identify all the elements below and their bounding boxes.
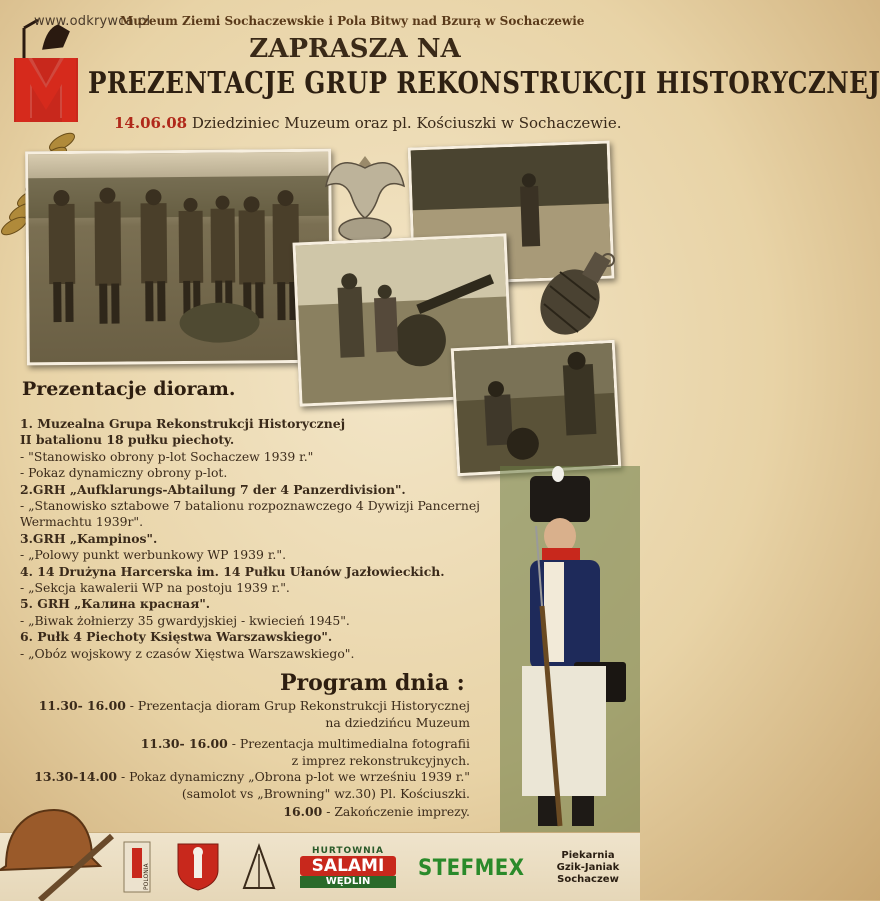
- diorama-line: 3.GRH „Kampinos".: [20, 530, 158, 546]
- program-desc: - Prezentacja multimedialna fotografii: [231, 736, 470, 751]
- diorama-line: 6. Pułk 4 Piechoty Księstwa Warszawskiego".: [20, 629, 333, 645]
- program-time: 11.30- 16.00: [140, 736, 228, 751]
- program-time: 16.00: [283, 804, 323, 819]
- dioramas-heading: Prezentacje dioram.: [22, 378, 236, 400]
- diorama-line: 2.GRH „Aufklarungs-Abtailung 7 der 4 Panzerdivision".: [20, 481, 406, 497]
- diorama-line: - „Sekcja kawalerii WP na postoju 1939 r.".: [20, 580, 290, 596]
- program-cont: z imprez rekonstrukcyjnych.: [291, 752, 470, 768]
- invites-heading: ZAPRASZA NA: [249, 34, 461, 64]
- program-desc: - Prezentacja dioram Grup Rekonstrukcji Historycznej: [129, 698, 470, 713]
- salami-wedlin: WĘDLIN: [300, 876, 396, 888]
- diorama-line: Wermachtu 1939r".: [20, 514, 144, 530]
- program-time: 13.30-14.00: [34, 769, 118, 784]
- photo-soldiers-group: [25, 149, 333, 366]
- helmet-icon: [0, 796, 120, 900]
- diorama-line: 1. Muzealna Grupa Rekonstrukcji Historycznej: [20, 416, 346, 431]
- polonia-text: POLONIA: [143, 863, 150, 890]
- salami-logo: [300, 846, 396, 888]
- watermark: www.odkrywca.pl: [34, 14, 151, 29]
- piekarnia-line2: Gzik-Janiak: [556, 862, 620, 873]
- event-place: Dziedziniec Muzeum oraz pl. Kościuszki w Sochaczewie.: [191, 114, 622, 132]
- program-time: 11.30- 16.00: [38, 698, 126, 713]
- museum-name: Muzeum Ziemi Sochaczewskie i Pola Bitwy nad Bzurą w Sochaczewie: [120, 14, 585, 28]
- program-cont: na dziedzińcu Muzeum: [325, 714, 470, 730]
- diorama-line: - „Biwak żołnierzy 35 gwardyjskiej - kwiecień 1945".: [20, 612, 350, 628]
- program-cont: (samolot vs „Browning" wz.30) Pl. Kościuszki.: [181, 785, 470, 801]
- diorama-line: II batalionu 18 pułku piechoty.: [20, 432, 235, 448]
- diorama-line: - Pokaz dynamiczny obrony p-lot.: [20, 465, 228, 481]
- diorama-line: 5. GRH „Калина красная".: [20, 596, 211, 612]
- diorama-line: 4. 14 Drużyna Harcerska im. 14 Pułku Ułanów Jazłowieckich.: [20, 563, 445, 579]
- piekarnia-line3: Sochaczew: [557, 874, 619, 885]
- salami-hurtownia: HURTOWNIA: [312, 846, 384, 856]
- diorama-line: - "Stanowisko obrony p-lot Sochaczew 1939 r.": [20, 448, 314, 464]
- program-item: [24, 736, 470, 769]
- polish-eagle-icon: [322, 146, 408, 246]
- piekarnia-line1: Piekarnia: [561, 850, 615, 861]
- program-desc: - Pokaz dynamiczny „Obrona p-lot we wrześniu 1939 r.": [121, 769, 470, 784]
- dioramas-list: [20, 416, 490, 662]
- program-desc: - Zakończenie imprezy.: [326, 804, 470, 819]
- photo-napoleonic-soldier: [500, 466, 640, 832]
- date-place-line: [114, 114, 622, 132]
- program-heading: Program dnia :: [280, 670, 465, 696]
- program-item: [24, 698, 470, 731]
- event-date: 14.06.08: [114, 114, 188, 132]
- page-title: PREZENTACJE GRUP REKONSTRUKCJI HISTORYCZNEJ: [88, 66, 880, 101]
- salami-name: SALAMI: [300, 856, 396, 876]
- diorama-line: - „Stanowisko sztabowe 7 batalionu rozpoznawczego 4 Dywizji Pancernej: [20, 498, 481, 514]
- triangle-logo-icon: [242, 844, 276, 890]
- coat-of-arms-icon: [176, 842, 220, 892]
- diorama-line: - „Obóz wojskowy z czasów Xięstwa Warszawskiego".: [20, 645, 355, 661]
- grenade-icon: [530, 246, 616, 340]
- diorama-line: - „Polowy punkt werbunkowy WP 1939 r.".: [20, 547, 287, 563]
- piekarnia-logo: [548, 850, 628, 886]
- stefmex-logo: STEFMEX: [418, 856, 525, 881]
- polonia-logo: [124, 842, 150, 892]
